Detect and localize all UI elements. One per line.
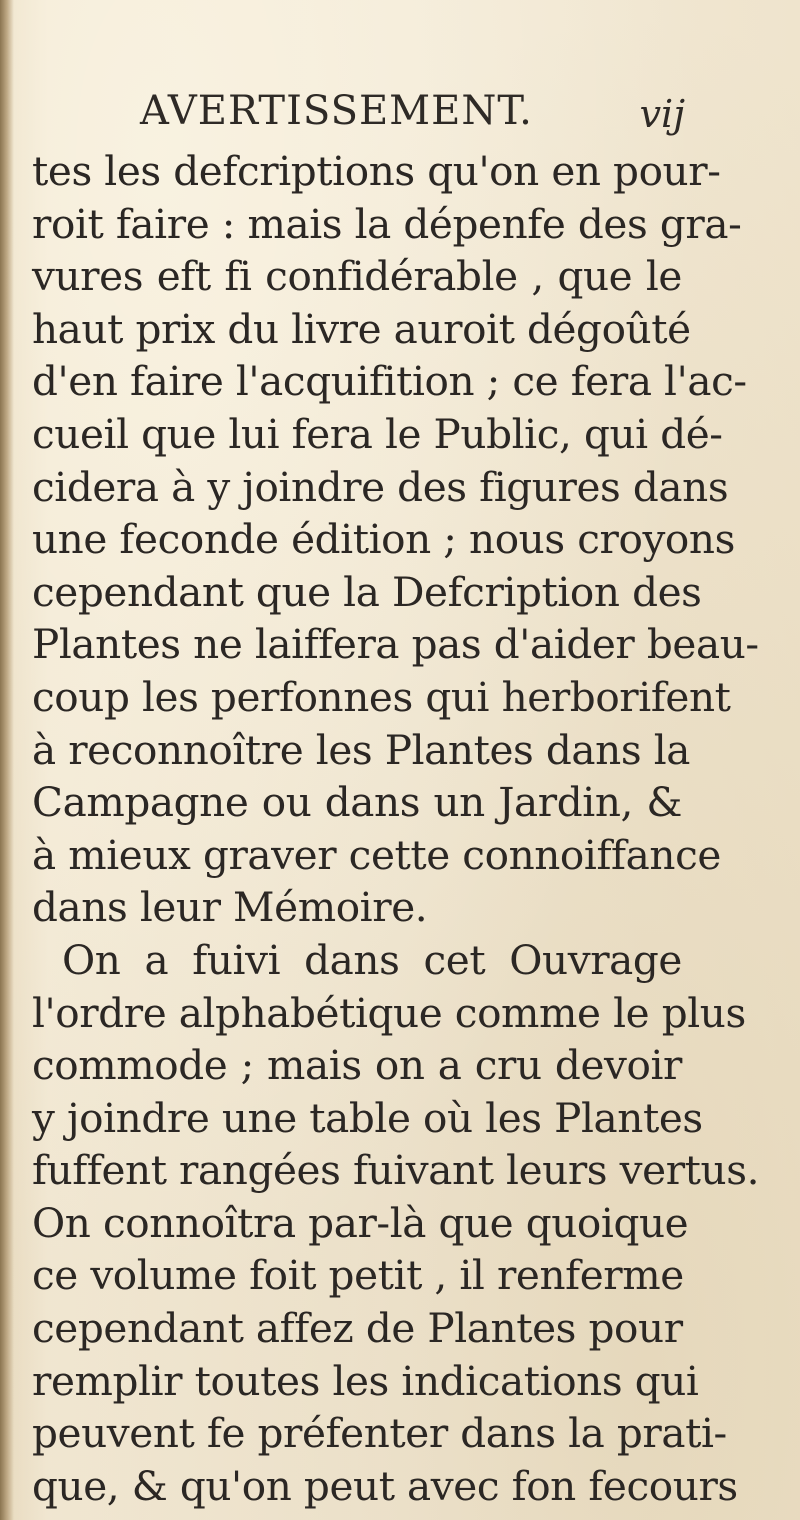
text-line: d'en faire l'acquifition ; ce fera l'ac- <box>32 357 747 406</box>
text-line: Campagne ou dans un Jardin, & <box>32 778 682 827</box>
text-line: peuvent fe préfenter dans la prati- <box>32 1409 727 1458</box>
text-line: cueil que lui fera le Public, qui dé- <box>32 409 723 458</box>
text-line: tes les defcriptions qu'on en pour- <box>32 147 721 195</box>
text-line: cependant affez de Plantes pour <box>32 1304 683 1353</box>
text-line: y joindre une table où les Plantes <box>32 1093 703 1142</box>
text-line: roit faire : mais la dépenfe des gra- <box>32 199 742 248</box>
text-line: haut prix du livre auroit dégoûté <box>32 304 691 353</box>
text-line: remplir toutes les indications qui <box>32 1356 699 1405</box>
text-line: cidera à y joindre des figures dans <box>32 462 729 511</box>
running-header <box>140 88 685 140</box>
text-line: Plantes ne laiffera pas d'aider beau- <box>32 620 759 669</box>
text-line: l'ordre alphabétique comme le plus <box>32 988 746 1037</box>
page-number: vij <box>639 92 685 136</box>
text-line: que, & qu'on peut avec fon fecours <box>32 1461 738 1510</box>
text-line: coup les perfonnes qui herborifent <box>32 672 731 721</box>
text-line: cependant que la Defcription des <box>32 567 702 616</box>
text-line-paragraph-end: dans leur Mémoire. <box>32 883 428 932</box>
text-line: On connoîtra par-là que quoique <box>32 1198 689 1247</box>
page-gutter <box>0 0 14 1520</box>
text-line-paragraph-start: On a fuivi dans cet Ouvrage <box>62 935 682 984</box>
text-line: à mieux graver cette connoiffance <box>32 830 721 879</box>
running-title: AVERTISSEMENT. <box>140 88 533 134</box>
text-line: une feconde édition ; nous croyons <box>32 515 735 564</box>
text-line: à reconnoître les Plantes dans la <box>32 725 691 774</box>
text-line: vures eft fi confidérable , que le <box>32 252 682 301</box>
text-line: ce volume foit petit , il renferme <box>32 1251 684 1300</box>
text-line: commode ; mais on a cru devoir <box>32 1041 682 1090</box>
text-line: fuffent rangées fuivant leurs vertus. <box>32 1146 760 1195</box>
body-text <box>32 145 760 1512</box>
